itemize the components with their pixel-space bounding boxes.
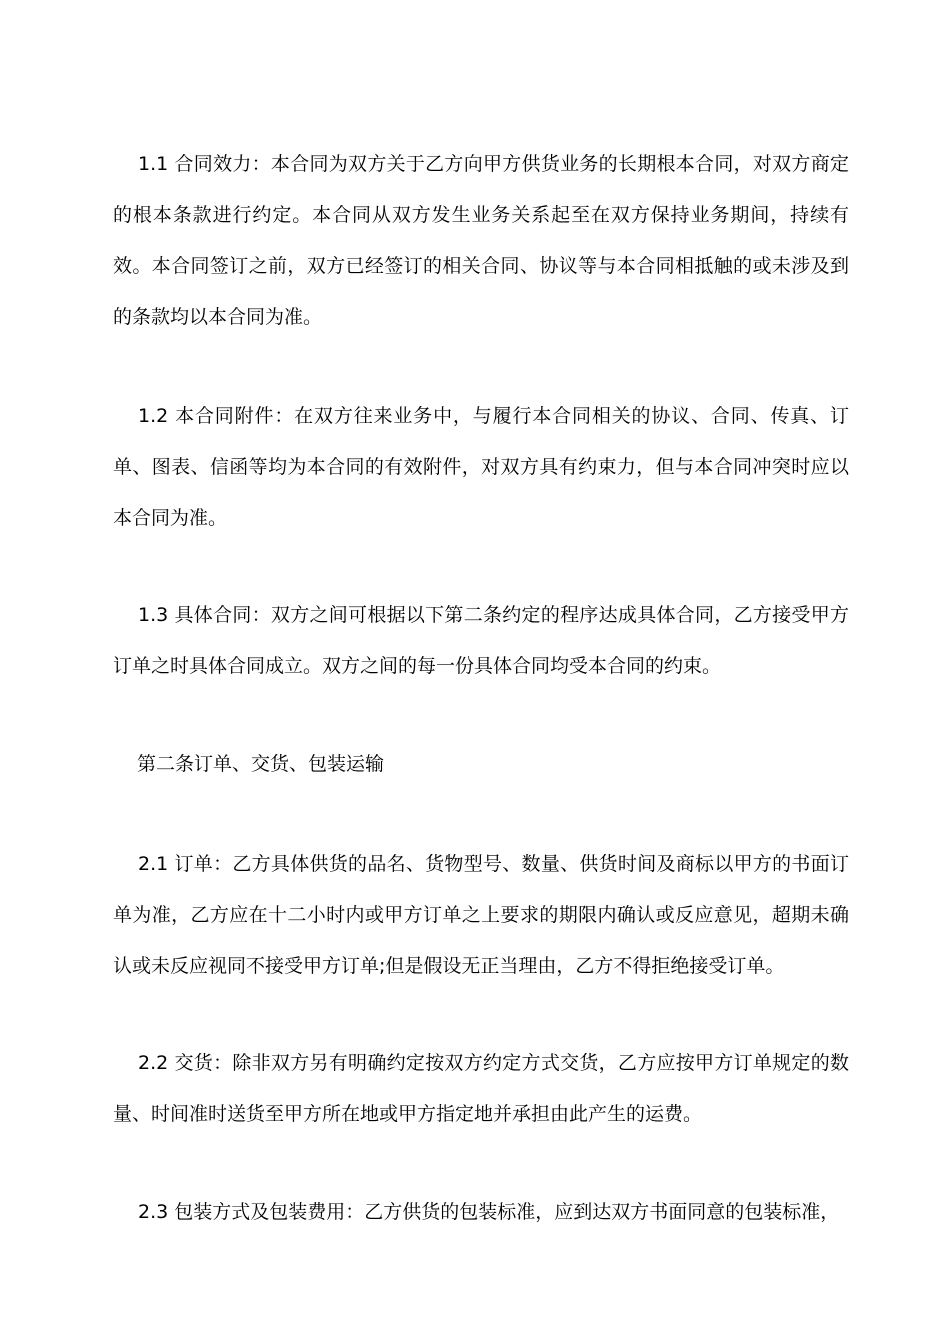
clause-2-2-paragraph: 2.2 交货：除非双方另有明确约定按双方约定方式交货，乙方应按甲方订单规定的数量、时间准时送货至甲方所在地或甲方指定地并承担由此产生的运费。 xyxy=(113,1052,849,1125)
clause-2-3-paragraph: 2.3 包装方式及包装费用：乙方供货的包装标准，应到达双方书面同意的包装标准， xyxy=(138,1201,840,1223)
clause-1-3-paragraph: 1.3 具体合同：双方之间可根据以下第二条约定的程序达成具体合同，乙方接受甲方订单之时具体合同成立。双方之间的每一份具体合同均受本合同的约束。 xyxy=(113,604,849,677)
clause-1-2-paragraph: 1.2 本合同附件：在双方往来业务中，与履行本合同相关的协议、合同、传真、订单、图表、信函等均为本合同的有效附件，对双方具有约束力，但与本合同冲突时应以本合同为准。 xyxy=(113,405,849,529)
section-2-heading: 第二条订单、交货、包装运输 xyxy=(137,753,385,775)
clause-1-1-paragraph: 1.1 合同效力：本合同为双方关于乙方向甲方供货业务的长期根本合同，对双方商定的根本条款进行约定。本合同从双方发生业务关系起至在双方保持业务期间，持续有效。本合同签订之前，双方已经签订的相关合同、协议等与本合同相抵触的或未涉及到的条款均以本合同为准。 xyxy=(113,153,849,328)
clause-2-1-paragraph: 2.1 订单：乙方具体供货的品名、货物型号、数量、供货时间及商标以甲方的书面订单为准，乙方应在十二小时内或甲方订单之上要求的期限内确认或反应意见，超期未确认或未反应视同不接受甲方订单;但是假设无正当理由，乙方不得拒绝接受订单。 xyxy=(113,853,849,977)
